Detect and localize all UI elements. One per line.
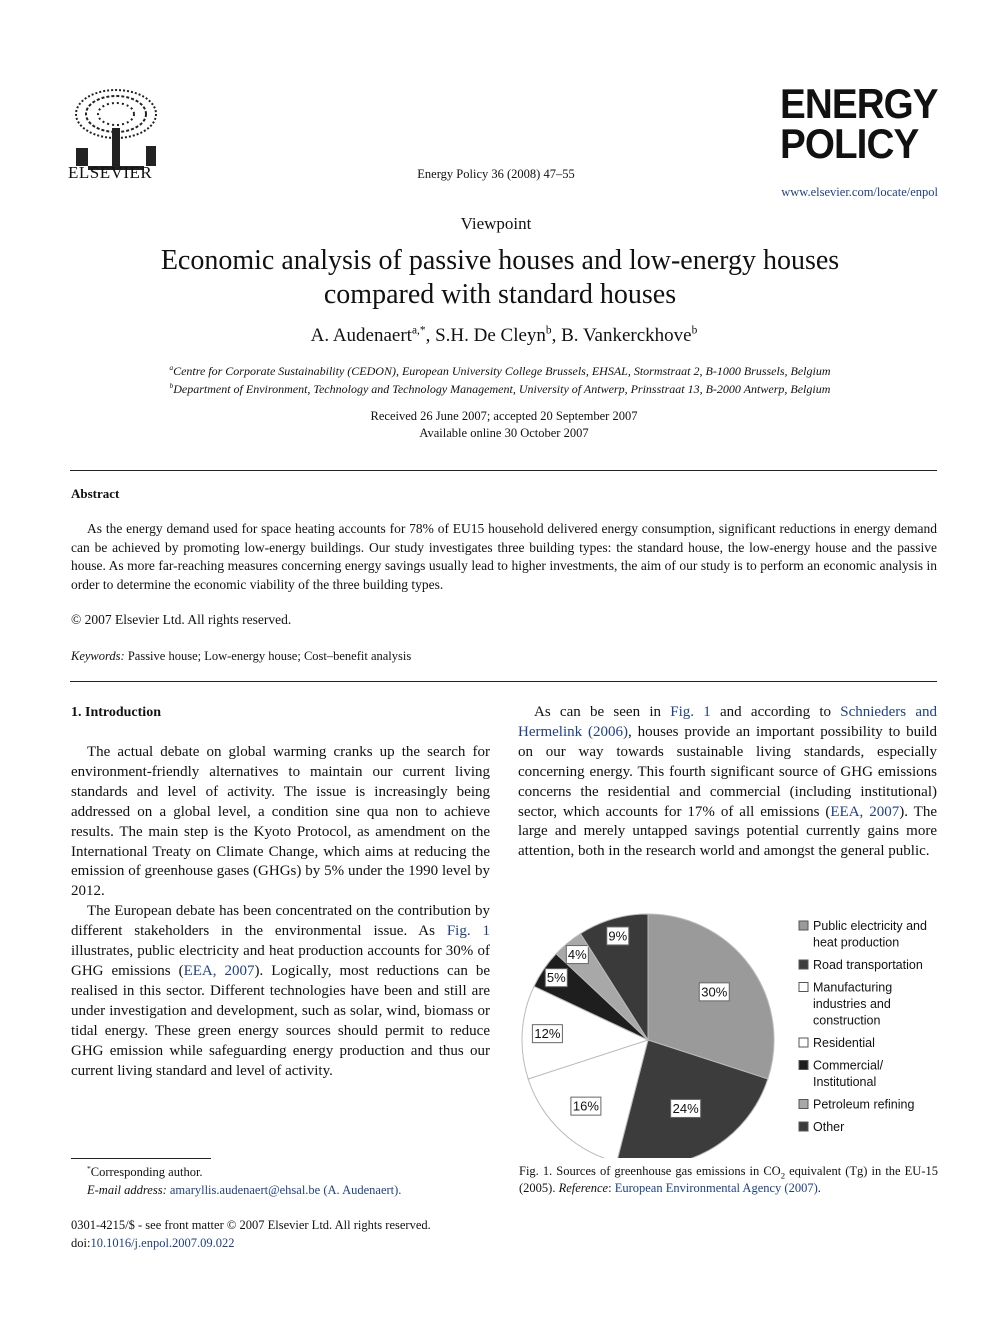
journal-citation: Energy Policy 36 (2008) 47–55 [417, 167, 575, 181]
journal-url-link[interactable]: www.elsevier.com/locate/enpol [781, 185, 938, 199]
keywords [71, 649, 411, 664]
legend-entry: construction [813, 1013, 881, 1028]
doi-label: doi: [71, 1236, 91, 1250]
body-column-left [71, 743, 490, 1081]
abstract-heading: Abstract [71, 486, 120, 501]
affiliation [80, 364, 920, 379]
body-text: illustrates, public electricity and heat production accounts for 30% of GHG emissions ( [71, 943, 490, 979]
author-name: B. Vankerckhove [561, 325, 692, 346]
author-name: A. Audenaert [310, 325, 412, 346]
legend-entry: Manufacturing [813, 980, 893, 995]
legend-entry: industries and [813, 997, 891, 1011]
legend-swatch [799, 1061, 808, 1070]
slice-label: 30% [701, 984, 728, 1000]
pie-chart [517, 908, 941, 1158]
reference-link[interactable]: EEA, 2007 [830, 803, 900, 820]
author-list: A. Audenaert$^{a,*}$, S.H. De Cleyn$^b$, B. Vankerckhove$^b$ [310, 324, 698, 346]
legend-swatch [799, 1038, 808, 1047]
author-affiliation-mark: b [545, 324, 552, 337]
document-metadata [71, 1216, 431, 1252]
slice-label: 12% [534, 1026, 561, 1042]
copyright-notice: © 2007 Elsevier Ltd. All rights reserved. [71, 612, 292, 627]
caption-subscript: 2 [780, 1170, 786, 1181]
body-text: , houses provide an important possibility to build on our way towards sustainable living standards, especially concerning energy. This fourth significant source of GHG emissions concerns the residential and commercial (including institutional) sector, which accounts for 17% of all emissions ( [518, 723, 937, 820]
available-date: Available online 30 October 2007 [419, 426, 589, 440]
body-paragraph [518, 703, 937, 862]
article-type: Viewpoint [460, 214, 532, 233]
divider [70, 470, 937, 471]
slice-label: 4% [567, 947, 587, 963]
article-title: Economic analysis of passive houses and low-energy houses compared with standard houses [160, 245, 840, 310]
caption-reference-label: Reference [558, 1181, 609, 1195]
corresponding-author-text: Corresponding author. [90, 1165, 203, 1179]
body-column-right [518, 703, 937, 862]
legend-entry: Other [813, 1120, 845, 1134]
legend-swatch [799, 1100, 808, 1109]
email-line [71, 1181, 401, 1199]
figure-caption [519, 1163, 938, 1197]
legend-entry: Residential [813, 1036, 875, 1050]
legend-swatch [799, 1122, 808, 1131]
body-paragraph: The actual debate on global warming cranks up the search for environment-friendly alternatives to maintain our current living standards and level of activity. The issue is increasingly being addressed on a global level, a condition sine qua non to achieve results. The main step is the Kyoto Protocol, as amendment on the International Treaty on Climate Change, which aims at reducing the emission of greenhouse gases (GHGs) by 5% under the 1990 level by 2012. [71, 744, 490, 900]
slice-label: 9% [608, 928, 628, 944]
body-text: The European debate has been concentrated on the contribution by different stakeholders in the environmental issue. As [71, 903, 490, 940]
author-affiliation-mark: a,* [411, 324, 426, 337]
body-paragraph [71, 902, 490, 1081]
affiliation-text: Department of Environment, Technology and Technology Management, University of Antwerp, Prinsstraat 13, B-2000 Antwerp, Belgium [173, 382, 831, 396]
slice-label: 5% [546, 970, 566, 986]
reference-link[interactable]: EEA, 2007 [183, 962, 255, 979]
caption-text: : [608, 1181, 615, 1195]
author-affiliation-mark: b [691, 324, 698, 337]
footnote [71, 1163, 401, 1199]
reference-link[interactable]: Schnieders and Hermelink (2006) [518, 704, 937, 740]
legend-swatch [799, 960, 808, 969]
legend-entry: Petroleum refining [813, 1097, 915, 1112]
caption-text: equivalent (Tg) in the EU-15 (2005). [519, 1164, 938, 1195]
issn-line: 0301-4215/$ - see front matter © 2007 Elsevier Ltd. All rights reserved. [71, 1218, 431, 1232]
affiliation-mark: b [169, 382, 174, 390]
caption-text: . [817, 1181, 821, 1195]
received-date: Received 26 June 2007; accepted 20 September 2007 [370, 409, 638, 423]
keywords-text: Passive house; Low-energy house; Cost–benefit analysis [127, 649, 412, 663]
figure-link[interactable]: Fig. 1 [446, 923, 490, 940]
figure-link[interactable]: Fig. 1 [670, 704, 711, 720]
affiliation-mark: a [169, 364, 174, 372]
legend-entry: Institutional [813, 1075, 877, 1089]
author-name: S.H. De Cleyn [435, 325, 546, 346]
legend-entry: heat production [813, 935, 900, 950]
journal-logo-line2: POLICY [780, 120, 919, 167]
abstract-text: As the energy demand used for space heating accounts for 78% of EU15 household delivered energy consumption, significant reductions in energy demand can be achieved by promoting low-energy buildings. Our study investigates three building types: the standard house, the low-energy house and the passive house. As more far-reaching measures concerning energy savings usually lead to higher investments, the aim of our study is to perform an economic analysis in order to determine the economic viability of the three building types. [71, 521, 937, 592]
caption-reference-link[interactable]: European Environmental Agency (2007) [614, 1181, 818, 1195]
journal-logo-line1: ENERGY [780, 80, 938, 127]
legend-entry: Commercial/ [813, 1058, 884, 1073]
affiliation [80, 382, 920, 397]
body-text: ). The large and merely untapped savings potential currently gains more attention, both in the research world and amongst the general public. [518, 803, 937, 860]
doi-line [71, 1234, 431, 1252]
legend-swatch [799, 921, 808, 930]
journal-logo [780, 80, 938, 167]
slice-label: 16% [572, 1098, 599, 1114]
slice-label: 24% [672, 1100, 699, 1116]
body-text: and according to [710, 704, 841, 720]
email-label: E-mail address: [87, 1183, 167, 1197]
caption-text: Fig. 1. Sources of greenhouse gas emissions in CO [519, 1164, 781, 1178]
doi-link[interactable]: 10.1016/j.enpol.2007.09.022 [90, 1236, 235, 1250]
legend-entry: Road transportation [813, 958, 923, 972]
affiliation-text: Centre for Corporate Sustainability (CEDON), European University College Brussels, EHSAL, Stormstraat 2, B-1000 Brussels, Belgium [173, 364, 831, 378]
footnote-divider [71, 1158, 211, 1159]
divider [70, 681, 937, 682]
keywords-label: Keywords: [71, 649, 125, 663]
corresponding-author-note: *Corresponding author. [87, 1163, 203, 1179]
email-link[interactable]: amaryllis.audenaert@ehsal.be (A. Audenaert). [169, 1183, 402, 1197]
publisher-name: ELSEVIER [68, 163, 153, 182]
legend-entry: Public electricity and [813, 919, 927, 933]
body-text: As can be seen in [534, 704, 671, 720]
body-text: ). Logically, most reductions can be realised in this sector. Different technologies have been and still are under investigation and development, such as solar, wind, biomass or tidal energy. These green energy sources should permit to reduce GHG emission while safeguarding energy production and thus our current living standard and level of activity. [71, 962, 490, 1079]
section-heading: 1. Introduction [71, 705, 161, 720]
legend-swatch [799, 983, 808, 992]
